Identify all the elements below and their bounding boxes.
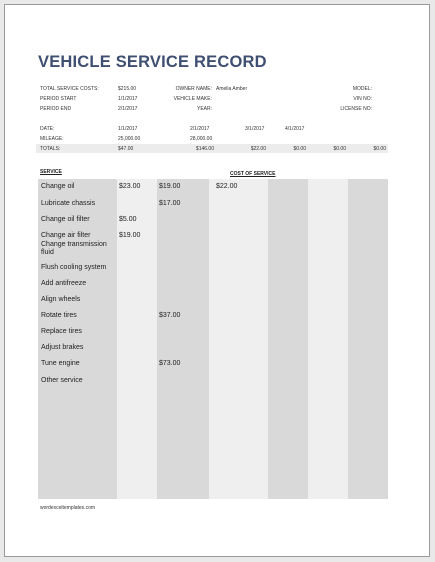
cost-c1-change-oil: $23.00: [119, 183, 141, 190]
cost-c2-rotate-tires: $37.00: [159, 312, 181, 319]
model-label: MODEL:: [352, 86, 372, 92]
cost-c1-change-oil-filter: $5.00: [119, 216, 137, 223]
license-no-label: LICENSE NO:: [340, 106, 372, 112]
cost-c1-change-air-filter: $19.00: [119, 232, 141, 239]
service-change-air-filter: Change air filter: [41, 232, 91, 239]
service-rotate-tires: Rotate tires: [41, 312, 77, 319]
mileage-2: 28,000.00: [190, 136, 213, 142]
cost-column-4: [268, 179, 308, 499]
service-change-oil-filter: Change oil filter: [41, 216, 90, 223]
year-label: YEAR:: [196, 106, 212, 112]
cost-column-2: [157, 179, 209, 499]
cost-column-5: [308, 179, 348, 499]
totals-label: TOTALS:: [40, 146, 61, 152]
cost-c2-lubricate-chassis: $17.00: [159, 200, 181, 207]
service-header: SERVICE: [40, 169, 62, 175]
vin-no-label: VIN NO:: [353, 96, 372, 102]
total-service-costs-value: $215.00: [118, 86, 137, 92]
cost-of-service-header: COST OF SERVICE: [230, 171, 276, 177]
owner-name-value: Amelia Amber: [216, 86, 248, 92]
service-column: [38, 179, 117, 499]
cost-column-3: [209, 179, 268, 499]
service-change-transmission-fluid: Change transmission fluid: [41, 241, 107, 256]
page-title: VEHICLE SERVICE RECORD: [38, 53, 267, 71]
service-tune-engine: Tune engine: [41, 360, 80, 367]
period-end-value: 2/1/2017: [118, 106, 138, 112]
service-flush-cooling-system: Flush cooling system: [41, 264, 107, 271]
total-4: $0.00: [293, 146, 306, 152]
footer-website: wordexceltemplates.com: [40, 505, 96, 511]
date-4: 4/1/2017: [285, 126, 305, 132]
mileage-1: 25,000.00: [118, 136, 141, 142]
service-other-service: Other service: [41, 377, 83, 384]
period-start-label: PERIOD START: [40, 96, 77, 102]
service-adjust-brakes: Adjust brakes: [41, 344, 84, 351]
owner-name-label: OWNER NAME:: [175, 86, 212, 92]
date-3: 3/1/2017: [245, 126, 265, 132]
total-3: $22.00: [250, 146, 266, 152]
service-change-oil: Change oil: [41, 183, 75, 190]
period-end-label: PERIOD END: [40, 106, 72, 112]
cost-c2-tune-engine: $73.00: [159, 360, 181, 367]
total-service-costs-label: TOTAL SERVICE COSTS:: [40, 86, 99, 92]
vehicle-make-label: VEHICLE MAKE:: [173, 96, 212, 102]
total-1: $47.00: [118, 146, 134, 152]
cost-column-1: [117, 179, 157, 499]
cost-c3-change-oil: $22.00: [216, 183, 238, 190]
service-lubricate-chassis: Lubricate chassis: [41, 200, 96, 207]
total-2: $146.00: [195, 146, 214, 152]
date-1: 1/1/2017: [118, 126, 138, 132]
total-6: $0.00: [373, 146, 386, 152]
mileage-label: MILEAGE:: [40, 136, 64, 142]
date-2: 2/1/2017: [190, 126, 210, 132]
date-label: DATE:: [40, 126, 55, 132]
service-add-antifreeze: Add antifreeze: [41, 280, 87, 287]
total-5: $0.00: [333, 146, 346, 152]
cost-column-6: [348, 179, 388, 499]
service-replace-tires: Replace tires: [41, 328, 82, 335]
service-align-wheels: Align wheels: [41, 296, 81, 303]
period-start-value: 1/1/2017: [118, 96, 138, 102]
cost-c2-change-oil: $19.00: [159, 183, 181, 190]
